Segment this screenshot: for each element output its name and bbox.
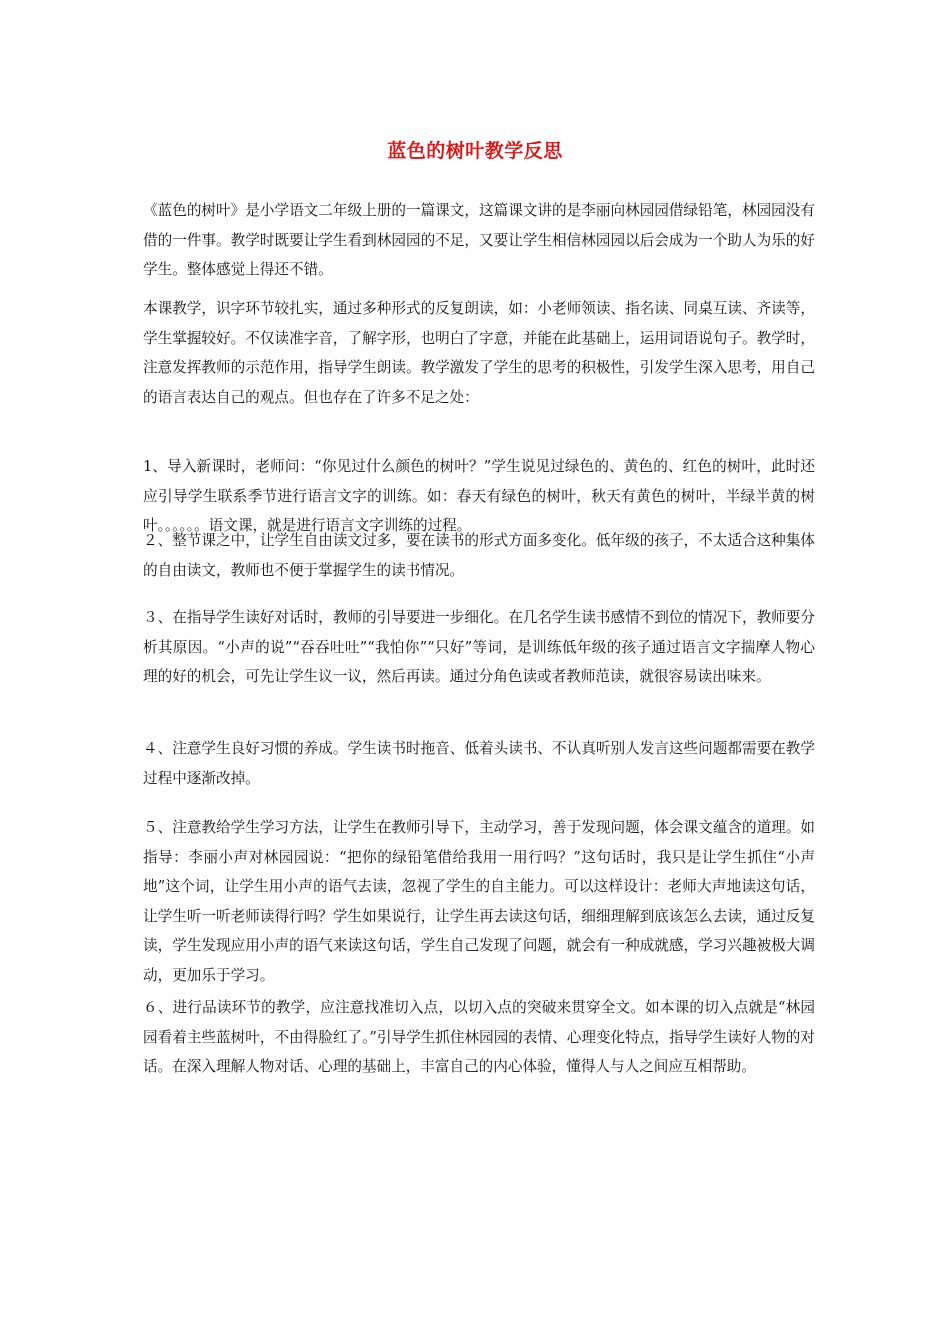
paragraph-point-3: ３、在指导学生读好对话时，教师的引导要进一步细化。在几名学生读书感情不到位的情况下，教师要分析其原因。“小声的说”“吞吞吐吐”“我怕你”“只好”等词，是训练低年级的孩子通过语言文字揣摩人物心理的好的机会，可先让学生议一议，然后再读。通过分角色读或者教师范读，就很容易读出味来。 — [143, 609, 815, 685]
paragraph-point-5: ５、注意教给学生学习方法，让学生在教师引导下，主动学习，善于发现问题，体会课文蕴含的道理。如指导：李丽小声对林园园说：“把你的绿铅笔借给我用一用行吗？”这句话时，我只是让学生抓住“小声地”这个词，让学生用小声的语气去读，忽视了学生的自主能力。可以这样设计：老师大声地读这句话，让学生听一听老师读得行吗？学生如果说行，让学生再去读这句话，细细理解到底该怎么去读，通过反复读，学生发现应用小声的语气来读这句话，学生自己发现了问题，就会有一种成就感，学习兴趣被极大调动，更加乐于学习。 — [143, 819, 815, 984]
paragraph-intro: 《蓝色的树叶》是小学语文二年级上册的一篇课文，这篇课文讲的是李丽向林园园借绿铅笔，林园园没有借的一件事。教学时既要让学生看到林园园的不足，又要让学生相信林园园以后会成为一个助人为乐的好学生。整体感觉上得还不错。 — [143, 202, 815, 278]
paragraph-point-6: ６、进行品读环节的教学，应注意找准切入点，以切入点的突破来贯穿全文。如本课的切入点就是“林园园看着主些蓝树叶，不由得脸红了。”引导学生抓住林园园的表情、心理变化特点，指导学生读好人物的对话。在深入理解人物对话、心理的基础上，丰富自己的内心体验，懂得人与人之间应互相帮助。 — [143, 999, 815, 1075]
document-title: 蓝色的树叶教学反思 — [387, 140, 563, 162]
paragraph-point-4: ４、注意学生良好习惯的养成。学生读书时拖音、低着头读书、不认真听别人发言这些问题都需要在教学过程中逐渐改掉。 — [143, 740, 815, 787]
paragraph-teaching-summary: 本课教学，识字环节较扎实，通过多种形式的反复朗读，如：小老师领读、指名读、同桌互读、齐读等，学生掌握较好。不仅读准字音，了解字形，也明白了字意，并能在此基础上，运用词语说句子。教学时，注意发挥教师的示范作用，指导学生朗读。教学激发了学生的思考的积极性，引发学生深入思考，用自己的语言表达自己的观点。但也存在了许多不足之处： — [143, 300, 815, 406]
paragraph-point-2: ２、整节课之中，让学生自由读文过多，要在读书的形式方面多变化。低年级的孩子，不太适合这种集体的自由读文，教师也不便于掌握学生的读书情况。 — [143, 532, 815, 579]
paragraph-point-1: 1、导入新课时，老师问：“你见过什么颜色的树叶？”学生说见过绿色的、黄色的、红色的树叶，此时还应引导学生联系季节进行语言文字的训练。如：春天有绿色的树叶，秋天有黄色的树叶，半绿半黄的树叶。。。。。。语文课，就是进行语言文字训练的过程。 — [143, 458, 815, 534]
